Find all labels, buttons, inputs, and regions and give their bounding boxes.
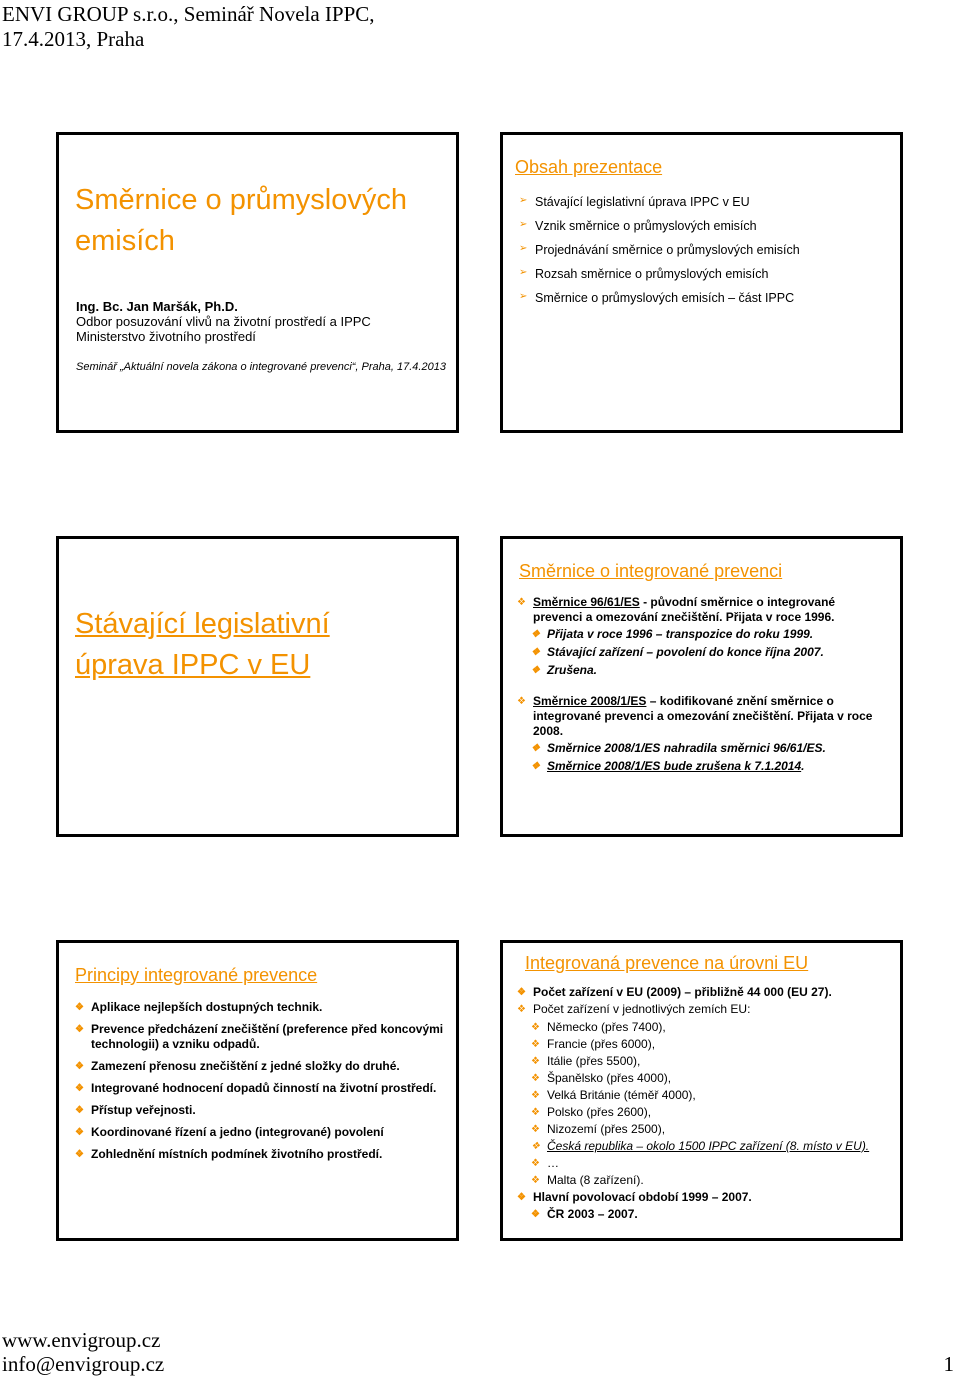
contents-list bbox=[519, 195, 800, 315]
department: Odbor posuzování vlivů na životní prostředí a IPPC bbox=[76, 314, 371, 329]
slide3-title bbox=[75, 604, 330, 686]
ref-2008-1: Směrnice 2008/1/ES bbox=[533, 694, 647, 708]
slide3-title-line1: Stávající legislativní bbox=[75, 608, 330, 640]
slide4-body bbox=[517, 595, 887, 774]
country-item: ❖ Velká Británie (téměř 4000), bbox=[531, 1088, 892, 1103]
bullet-2008-1 bbox=[517, 694, 887, 739]
bullet-2008-1-text: – kodifikované znění směrnice o integrované prevenci a omezování znečištění. Přijata v roce 2008. bbox=[533, 694, 873, 738]
sub-replaced: ❖ Směrnice 2008/1/ES nahradila směrnici 96/61/ES. bbox=[531, 741, 887, 756]
slide4-title: Směrnice o integrované prevenci bbox=[519, 561, 783, 581]
principle-item: ❖ Aplikace nejlepších dostupných technik. bbox=[75, 1000, 445, 1015]
footer-email[interactable]: info@envigroup.cz bbox=[2, 1352, 165, 1376]
country-ellipsis: ❖ … bbox=[531, 1156, 892, 1171]
author-name: Ing. Bc. Jan Maršák, Ph.D. bbox=[76, 299, 238, 314]
country-item: ❖ Francie (přes 6000), bbox=[531, 1037, 892, 1052]
slide6-body bbox=[517, 985, 892, 1222]
sub-96-61-item: ❖ Zrušena. bbox=[531, 663, 887, 678]
contents-item: ➢ Stávající legislativní úprava IPPC v EU bbox=[519, 195, 800, 209]
sub-repealed-end: . bbox=[801, 759, 805, 773]
country-count-heading: ❖ Počet zařízení v jednotlivých zemích EU: bbox=[517, 1002, 892, 1017]
contents-item: ➢ Vznik směrnice o průmyslových emisích bbox=[519, 219, 800, 233]
cr-period: ❖ ČR 2003 – 2007. bbox=[531, 1207, 892, 1222]
slide-principles bbox=[56, 940, 459, 1241]
slide2-title: Obsah prezentace bbox=[515, 157, 663, 177]
country-item: ❖ Německo (přes 7400), bbox=[531, 1020, 892, 1035]
header-line-2: 17.4.2013, Praha bbox=[2, 27, 145, 51]
slide1-title bbox=[75, 180, 407, 262]
main-period: ❖ Hlavní povolovací období 1999 – 2007. bbox=[517, 1190, 892, 1205]
slide5-title: Principy integrované prevence bbox=[75, 965, 318, 985]
bullet-96-61 bbox=[517, 595, 887, 625]
principle-item: ❖ Prevence předcházení znečištění (preference před koncovými technologii) a vzniku odpadů. bbox=[75, 1022, 445, 1052]
sub-96-61-item: ❖ Přijata v roce 1996 – transpozice do roku 1999. bbox=[531, 627, 887, 642]
country-list-extra bbox=[531, 1139, 892, 1188]
contents-item: ➢ Směrnice o průmyslových emisích – část IPPC bbox=[519, 291, 800, 305]
slide6-title: Integrovaná prevence na úrovni EU bbox=[525, 953, 809, 973]
principle-item: ❖ Integrované hodnocení dopadů činností na životní prostředí. bbox=[75, 1081, 445, 1096]
slide1-title-line1: Směrnice o průmyslových bbox=[75, 184, 407, 216]
bullet-2008-1-sublist bbox=[531, 741, 887, 774]
country-item: ❖ Nizozemí (přes 2500), bbox=[531, 1122, 892, 1137]
slide-title bbox=[56, 132, 459, 433]
principle-item: ❖ Přístup veřejnosti. bbox=[75, 1103, 445, 1118]
header-line-1: ENVI GROUP s.r.o., Seminář Novela IPPC, bbox=[2, 2, 375, 26]
bullet-96-61-text: - původní směrnice o integrované prevenci a omezování znečištění. Přijata v roce 1996. bbox=[533, 595, 836, 624]
slide3-title-line2: úprava IPPC v EU bbox=[75, 649, 311, 681]
slide-contents bbox=[500, 132, 903, 433]
sub-96-61-item: ❖ Stávající zařízení – povolení do konce října 2007. bbox=[531, 645, 887, 660]
country-malta: ❖ Malta (8 zařízení). bbox=[531, 1173, 892, 1188]
ref-96-61: Směrnice 96/61/ES bbox=[533, 595, 640, 609]
eu-count: ❖ Počet zařízení v EU (2009) – přibližně 44 000 (EU 27). bbox=[517, 985, 892, 1000]
sub-repealed bbox=[531, 759, 887, 774]
slide-integrated-prevention bbox=[500, 536, 903, 837]
main-period-sub bbox=[531, 1207, 892, 1222]
country-item: ❖ Španělsko (přes 4000), bbox=[531, 1071, 892, 1086]
page-header bbox=[2, 2, 375, 52]
ministry: Ministerstvo životního prostředí bbox=[76, 329, 256, 344]
contents-item: ➢ Rozsah směrnice o průmyslových emisích bbox=[519, 267, 800, 281]
sub-repealed-text: Směrnice 2008/1/ES bude zrušena k 7.1.2014 bbox=[547, 759, 802, 773]
bullet-96-61-sublist bbox=[531, 627, 887, 678]
page-number: 1 bbox=[943, 1352, 954, 1376]
country-list bbox=[531, 1020, 892, 1137]
country-item: ❖ Itálie (přes 5500), bbox=[531, 1054, 892, 1069]
slide-section bbox=[56, 536, 459, 837]
contents-item: ➢ Projednávání směrnice o průmyslových emisích bbox=[519, 243, 800, 257]
slide1-title-line2: emisích bbox=[75, 225, 175, 257]
principle-item: ❖ Zohlednění místních podmínek životního prostředí. bbox=[75, 1147, 445, 1162]
country-cz: ❖ Česká republika – okolo 1500 IPPC zařízení (8. místo v EU). bbox=[531, 1139, 892, 1154]
footer-web[interactable]: www.envigroup.cz bbox=[2, 1328, 161, 1352]
principle-item: ❖ Zamezení přenosu znečištění z jedné složky do druhé. bbox=[75, 1059, 445, 1074]
slide-eu-level bbox=[500, 940, 903, 1241]
seminar-note: Seminář „Aktuální novela zákona o integrované prevenci“, Praha, 17.4.2013 bbox=[76, 361, 446, 373]
country-item: ❖ Polsko (přes 2600), bbox=[531, 1105, 892, 1120]
principles-list bbox=[75, 1000, 445, 1169]
slide1-author-block bbox=[76, 299, 371, 344]
principle-item: ❖ Koordinované řízení a jedno (integrované) povolení bbox=[75, 1125, 445, 1140]
